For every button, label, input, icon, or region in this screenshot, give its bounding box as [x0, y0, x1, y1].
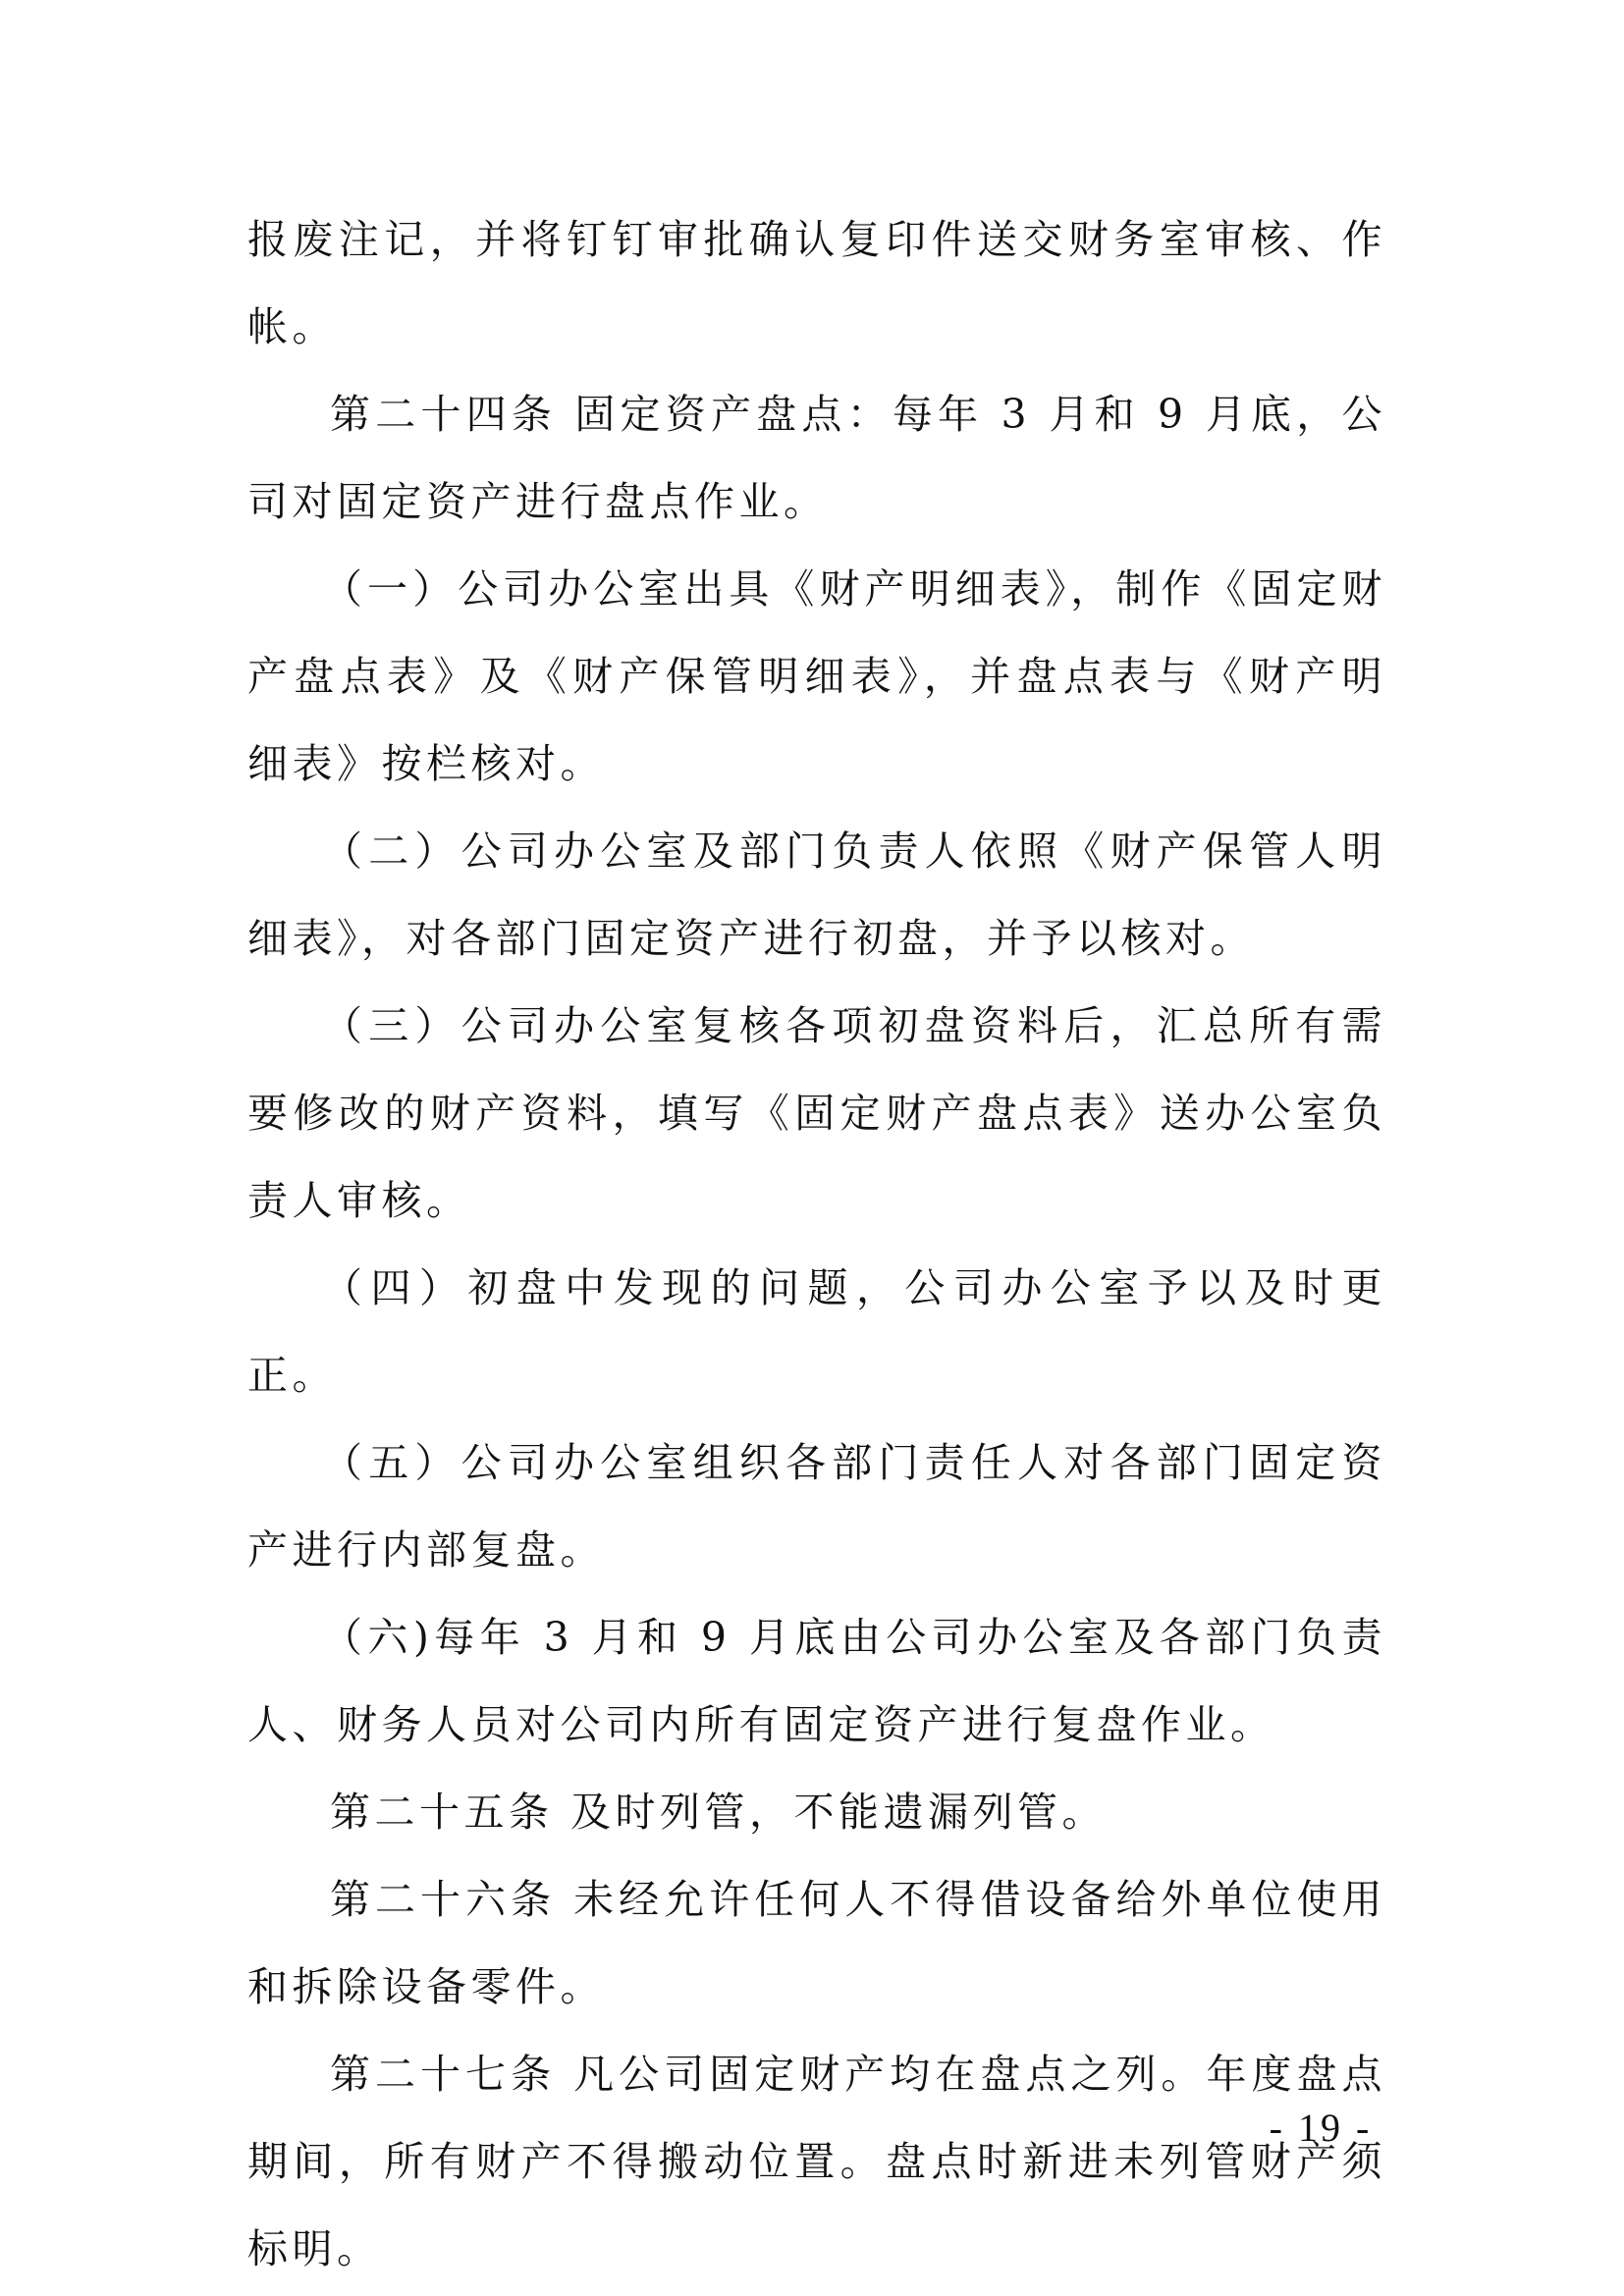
article-24-item-1: （一）公司办公室出具《财产明细表》，制作《固定财产盘点表》及《财产保管明细表》，并盘点表与《财产明细表》按栏核对。 [247, 565, 1386, 787]
article-24-item-3: （三）公司办公室复核各项初盘资料后，汇总所有需要修改的财产资料，填写《固定财产盘点表》送办公室负责人审核。 [247, 1002, 1386, 1224]
article-24-item-5: （五）公司办公室组织各部门责任人对各部门固定资产进行内部复盘。 [247, 1439, 1386, 1574]
article-24-item-4: （四）初盘中发现的问题，公司办公室予以及时更正。 [247, 1264, 1386, 1399]
article-26: 第二十六条 未经允许任何人不得借设备给外单位使用和拆除设备零件。 [247, 1876, 1386, 2010]
article-25: 第二十五条 及时列管，不能遗漏列管。 [330, 1789, 1108, 1836]
paragraph-continuation: 报废注记，并将钉钉审批确认复印件送交财务室审核、作帐。 [247, 216, 1386, 350]
article-24: 第二十四条 固定资产盘点：每年 3 月和 9 月底，公司对固定资产进行盘点作业。 [247, 391, 1386, 525]
document-body [247, 196, 1386, 2293]
article-24-item-6: （六)每年 3 月和 9 月底由公司办公室及各部门负责人、财务人员对公司内所有固定资产进行复盘作业。 [247, 1614, 1386, 1748]
page-number: - 19 - [1269, 2106, 1373, 2150]
article-24-item-2: （二）公司办公室及部门负责人依照《财产保管人明细表》，对各部门固定资产进行初盘，并予以核对。 [247, 828, 1386, 962]
article-27: 第二十七条 凡公司固定财产均在盘点之列。年度盘点期间，所有财产不得搬动位置。盘点时新进未列管财产须标明。 [247, 2051, 1386, 2272]
